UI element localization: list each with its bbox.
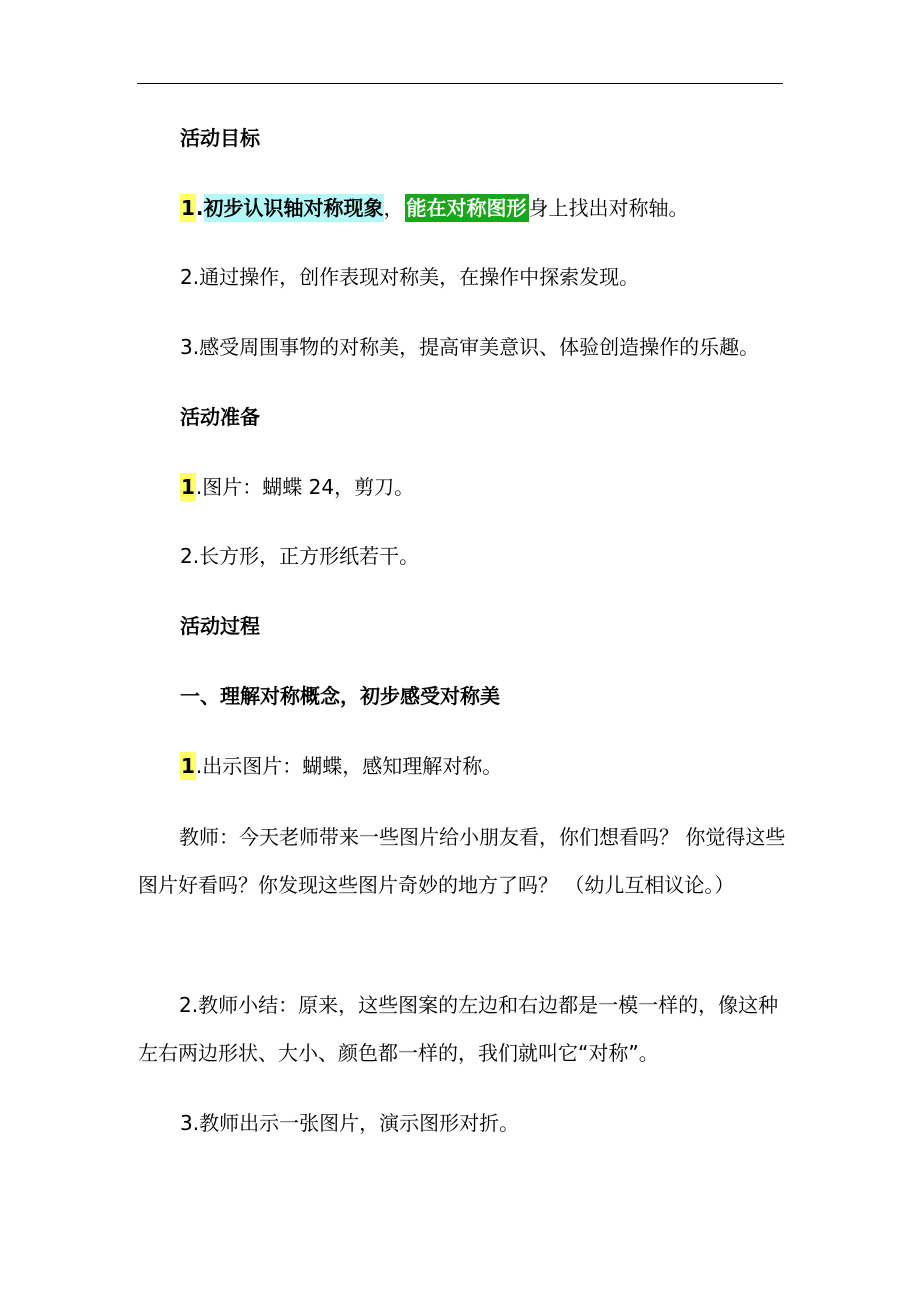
step-1-rest: .出示图片：蝴蝶，感知理解对称。 bbox=[195, 754, 503, 778]
goal-1-dot: . bbox=[195, 196, 204, 220]
goal-1-rest: 身上找出对称轴。 bbox=[528, 196, 689, 220]
goal-1-comma: ， bbox=[383, 196, 404, 220]
step-3: 3.教师出示一张图片，演示图形对折。 bbox=[180, 1111, 520, 1135]
prep-1-rest: .图片：蝴蝶 24，剪刀。 bbox=[195, 475, 415, 499]
section-1-title: 一、理解对称概念，初步感受对称美 bbox=[180, 684, 500, 708]
goal-1-highlight-green: 能在对称图形 bbox=[406, 196, 527, 220]
step-1-number: 1 bbox=[181, 754, 195, 778]
goal-3: 3.感受周围事物的对称美，提高审美意识、体验创造操作的乐趣。 bbox=[180, 335, 760, 359]
prep-1 bbox=[180, 472, 414, 502]
heading-process: 活动过程 bbox=[180, 614, 260, 638]
goal-1 bbox=[180, 193, 689, 223]
prep-2: 2.长方形，正方形纸若干。 bbox=[180, 544, 420, 568]
summary-paragraph: 2.教师小结：原来，这些图案的左边和右边都是一模一样的，像这种左右两边形状、大小、颜色都一样的，我们就叫它“对称”。 bbox=[138, 993, 779, 1065]
step-1 bbox=[180, 751, 502, 781]
goal-1-highlight-cyan: 初步认识轴对称现象 bbox=[203, 196, 384, 220]
heading-prep: 活动准备 bbox=[180, 405, 260, 429]
header-rule bbox=[137, 83, 783, 84]
goal-2: 2.通过操作，创作表现对称美，在操作中探索发现。 bbox=[180, 265, 640, 289]
prep-1-number: 1 bbox=[181, 475, 195, 499]
goal-1-number: 1 bbox=[181, 196, 195, 220]
heading-goals: 活动目标 bbox=[180, 126, 260, 150]
teacher-paragraph: 教师：今天老师带来一些图片给小朋友看，你们想看吗？ 你觉得这些图片好看吗？你发现这些图片奇妙的地方了吗？ （幼儿互相议论。） bbox=[138, 825, 786, 897]
